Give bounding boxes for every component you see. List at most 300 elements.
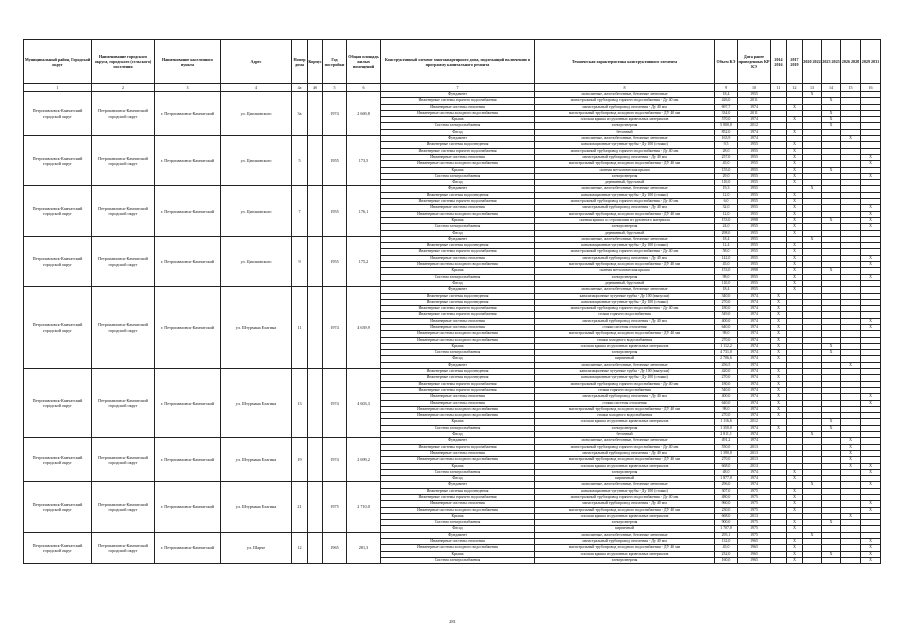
period-3-cell: X	[787, 262, 803, 268]
spec-cell: кирпичный	[535, 356, 715, 362]
locality-cell: г. Петропавловск-Камчатский	[155, 532, 221, 563]
header-settlement: Наименование городского округа, городского (сельского) поселения	[92, 40, 155, 84]
volume-cell: 697,7	[715, 104, 738, 110]
element-cell: Инженерные системы холодного водоснабжения	[381, 406, 535, 412]
spec-cell: скатная крыша со стропилами из рулонного материала	[535, 217, 715, 223]
element-cell: Система электроснабжения	[381, 469, 535, 475]
period-2-cell: X	[771, 337, 787, 343]
prev-repair-cell: 1974	[738, 482, 771, 488]
period-2-cell: X	[771, 387, 787, 393]
spec-cell: магистральный трубопровод холодного водоснабжения - ДУ 40 мм	[535, 507, 715, 513]
col-num: 8	[535, 84, 715, 92]
volume-cell: 9,5	[715, 142, 738, 148]
prev-repair-cell: 1974	[738, 375, 771, 381]
prev-repair-cell: 1974	[738, 129, 771, 135]
element-cell: Система электроснабжения	[381, 224, 535, 230]
period-3-cell: X	[787, 280, 803, 286]
header-row	[24, 40, 881, 84]
period-7-cell: X	[861, 501, 881, 507]
volume-cell: 58,0	[715, 249, 738, 255]
locality-cell: г. Петропавловск-Камчатский	[155, 287, 221, 369]
header-period-2: 2017 2019	[787, 40, 803, 84]
house-number-cell: 12	[292, 532, 308, 563]
col-num: 12	[787, 84, 803, 92]
spec-cell: стояки холодного водоснабжения	[535, 337, 715, 343]
element-cell: Фундамент	[381, 236, 535, 242]
period-7-cell: X	[861, 255, 881, 261]
prev-repair-cell: 2013	[738, 463, 771, 469]
table-row	[24, 532, 881, 538]
locality-cell: г. Петропавловск-Камчатский	[155, 438, 221, 482]
prev-repair-cell: 1955	[738, 92, 771, 98]
header-volume: Объем КЭ	[715, 40, 738, 84]
col-num: 1	[24, 84, 92, 92]
spec-cell: магистральный трубопровод отопления - Дy 40 мм	[535, 205, 715, 211]
volume-cell: 19,3	[715, 186, 738, 192]
volume-cell: 98,0	[715, 331, 738, 337]
prev-repair-cell: 1974	[738, 400, 771, 406]
prev-repair-cell: 1974	[738, 350, 771, 356]
element-cell: Инженерные системы водоотведения	[381, 488, 535, 494]
volume-cell: 153,0	[715, 217, 738, 223]
col-num: 13	[803, 84, 822, 92]
element-cell: Инженерные системы отопления	[381, 324, 535, 330]
prev-repair-cell: 1955	[738, 173, 771, 179]
period-5-cell: X	[822, 419, 841, 425]
spec-cell: магистральный трубопровод горячего водоснабжения - Дy 40 мм	[535, 495, 715, 501]
prev-repair-cell: 1955	[738, 211, 771, 217]
prev-repair-cell: 1975	[738, 520, 771, 526]
spec-cell: монолитные, железобетонные, бетонные ленточные	[535, 287, 715, 293]
volume-cell: 6,0	[715, 199, 738, 205]
col-num: 5	[323, 84, 347, 92]
address-cell: ул. Шарче	[221, 532, 292, 563]
period-5-cell: X	[822, 425, 841, 431]
spec-cell: деревянный, брусчатый	[535, 180, 715, 186]
volume-cell: 549,0	[715, 312, 738, 318]
period-6-cell: X	[841, 513, 861, 519]
locality-cell: г. Петропавловск-Камчатский	[155, 186, 221, 236]
volume-cell: 18,4	[715, 236, 738, 242]
locality-cell: г. Петропавловск-Камчатский	[155, 482, 221, 532]
spec-cell: магистральный трубопровод отопления - Дy 40 мм	[535, 450, 715, 456]
period-6-cell: X	[841, 450, 861, 456]
period-2-cell: X	[771, 306, 787, 312]
period-3-cell: X	[787, 142, 803, 148]
period-5-cell: X	[822, 110, 841, 116]
volume-cell: 160,0	[715, 557, 738, 563]
spec-cell: магистральный трубопровод холодного водоснабжения - ДУ 40 мм	[535, 406, 715, 412]
col-num: 16	[861, 84, 881, 92]
volume-cell: 1 390,0	[715, 450, 738, 456]
spec-cell: магистральный трубопровод холодного водоснабжения - ДУ 40 мм	[535, 545, 715, 551]
spec-cell: магистральный трубопровод горячего водоснабжения - Дy 40 мм	[535, 148, 715, 154]
spec-cell: магистральный трубопровод горячего водоснабжения - Дy 40 мм	[535, 444, 715, 450]
prev-repair-cell: 1974	[738, 387, 771, 393]
prev-repair-cell: 2011	[738, 98, 771, 104]
volume-cell: 1 116,6	[715, 419, 738, 425]
period-7-cell: X	[861, 394, 881, 400]
element-cell: Инженерные системы отопления	[381, 450, 535, 456]
col-num: 10	[738, 84, 771, 92]
table-row	[24, 186, 881, 192]
period-4-cell: X	[803, 236, 822, 242]
period-4-cell	[803, 557, 822, 563]
col-num: 4б	[308, 84, 323, 92]
spec-cell: плоская крыша из рулонных кровельных материалов	[535, 463, 715, 469]
spec-cell: электроэнергия	[535, 469, 715, 475]
prev-repair-cell: 1955	[738, 205, 771, 211]
volume-cell: 640,0	[715, 400, 738, 406]
volume-cell: 4 731,0	[715, 350, 738, 356]
period-7-cell: X	[861, 545, 881, 551]
corp-cell	[308, 136, 323, 186]
spec-cell: стояки системы отопления	[535, 400, 715, 406]
period-5-cell: X	[822, 350, 841, 356]
element-cell: Крыша	[381, 551, 535, 557]
volume-cell: 12,4	[715, 243, 738, 249]
spec-cell: магистральный трубопровод горячего водоснабжения - Дy 40 мм	[535, 249, 715, 255]
spec-cell: плоская крыша из рулонных кровельных материалов	[535, 419, 715, 425]
element-cell: Инженерные системы холодного водоснабжения	[381, 262, 535, 268]
corp-cell	[308, 92, 323, 136]
spec-cell: магистральный трубопровод холодного водоснабжения - ДУ 40 мм	[535, 262, 715, 268]
volume-cell: 400,0	[715, 394, 738, 400]
volume-cell: 153,0	[715, 268, 738, 274]
period-4-cell: X	[803, 532, 822, 538]
element-cell: Крыша	[381, 463, 535, 469]
prev-repair-cell: 1955	[738, 192, 771, 198]
volume-cell: 5 800,0	[715, 123, 738, 129]
prev-repair-cell: 1974	[738, 476, 771, 482]
address-cell: ул. Штурмана Елагина	[221, 287, 292, 369]
element-cell: Инженерные системы отопления	[381, 104, 535, 110]
district-cell: Петропавловск-Камчатский городской округ	[24, 287, 92, 369]
house-number-cell: 13	[292, 369, 308, 438]
element-cell: Система электроснабжения	[381, 350, 535, 356]
period-7-cell: X	[861, 217, 881, 223]
element-cell: Фундамент	[381, 482, 535, 488]
element-cell: Инженерные системы водоотведения	[381, 142, 535, 148]
prev-repair-cell: 1955	[738, 224, 771, 230]
spec-cell: канализационные чугунные трубы - Дy 100 (стояки)	[535, 243, 715, 249]
element-cell: Инженерные системы отопления	[381, 318, 535, 324]
volume-cell: 491,2	[715, 438, 738, 444]
prev-repair-cell: 1975	[738, 501, 771, 507]
year-built-cell: 1974	[323, 438, 347, 482]
prev-repair-cell: 1974	[738, 425, 771, 431]
period-7-cell: X	[861, 400, 881, 406]
spec-cell: канализационные чугунные трубы - Дy 100 (выпуски)	[535, 293, 715, 299]
period-3-cell: X	[787, 539, 803, 545]
prev-repair-cell: 1975	[738, 526, 771, 532]
spec-cell: магистральный трубопровод отопления - Дy 40 мм	[535, 255, 715, 261]
area-cell: 2 699,2	[347, 438, 381, 482]
element-cell: Инженерные системы отопления	[381, 501, 535, 507]
period-7-cell: X	[861, 173, 881, 179]
settlement-cell: Петропавловск-Камчатский городской округ	[92, 186, 155, 236]
prev-repair-cell: 1974	[738, 306, 771, 312]
period-6-cell: X	[841, 457, 861, 463]
element-cell: Инженерные системы горячего водоснабжения	[381, 312, 535, 318]
col-num: 14	[822, 84, 841, 92]
spec-cell: канализационные чугунные трубы - Дy 100 (стояки)	[535, 192, 715, 198]
spec-cell: деревянный, брусчатый	[535, 280, 715, 286]
prev-repair-cell: 2011	[738, 110, 771, 116]
period-3-cell: X	[787, 104, 803, 110]
address-cell: ул. Циолковского	[221, 236, 292, 286]
period-7-cell: X	[861, 211, 881, 217]
period-7-cell: X	[861, 224, 881, 230]
volume-cell: 426,0	[715, 98, 738, 104]
volume-cell: 1 350,0	[715, 425, 738, 431]
district-cell: Петропавловск-Камчатский городской округ	[24, 136, 92, 186]
year-built-cell: 1955	[323, 136, 347, 186]
column-number-row	[24, 84, 881, 92]
element-cell: Инженерные системы холодного водоснабжения	[381, 545, 535, 551]
volume-cell: 98,0	[715, 406, 738, 412]
element-cell: Крыша	[381, 513, 535, 519]
period-6-cell: X	[841, 444, 861, 450]
prev-repair-cell: 1974	[738, 369, 771, 375]
prev-repair-cell: 1975	[738, 495, 771, 501]
volume-cell: 180,0	[715, 306, 738, 312]
col-num: 3	[155, 84, 221, 92]
prev-repair-cell: 1974	[738, 299, 771, 305]
period-4-cell: X	[803, 92, 822, 98]
table-row	[24, 482, 881, 488]
period-2-cell: X	[771, 381, 787, 387]
element-cell: Крыша	[381, 217, 535, 223]
capital-repair-table-sheet	[23, 39, 880, 564]
table-row	[24, 438, 881, 444]
element-cell: Инженерные системы горячего водоснабжения	[381, 199, 535, 205]
header-period-1: 2014 2016	[771, 40, 787, 84]
prev-repair-cell: 1955	[738, 142, 771, 148]
volume-cell: 1 707,0	[715, 526, 738, 532]
spec-cell: скатная металлическая крыша	[535, 268, 715, 274]
volume-cell: 45,0	[715, 161, 738, 167]
spec-cell: стояки горячего водоснабжения	[535, 387, 715, 393]
house-number-cell: 11	[292, 287, 308, 369]
prev-repair-cell: 1965	[738, 557, 771, 563]
element-cell: Инженерные системы горячего водоснабжения	[381, 98, 535, 104]
address-cell: ул. Штурмана Елагина	[221, 482, 292, 532]
spec-cell: стояки холодного водоснабжения	[535, 413, 715, 419]
year-built-cell: 1965	[323, 532, 347, 563]
page-number: 281	[449, 619, 456, 624]
period-7-cell: X	[861, 262, 881, 268]
col-num: 15	[841, 84, 861, 92]
volume-cell: 163,9	[715, 136, 738, 142]
period-6-cell: X	[841, 463, 861, 469]
element-cell: Инженерные системы горячего водоснабжения	[381, 444, 535, 450]
spec-cell: магистральный трубопровод отопления - Дy 40 мм	[535, 539, 715, 545]
prev-repair-cell: 1975	[738, 488, 771, 494]
element-cell: Фундамент	[381, 362, 535, 368]
element-cell: Система электроснабжения	[381, 520, 535, 526]
settlement-cell: Петропавловск-Камчатский городской округ	[92, 369, 155, 438]
col-num: 7	[381, 84, 535, 92]
element-cell: Инженерные системы водоотведения	[381, 192, 535, 198]
spec-cell: магистральный трубопровод отопления - Дy 40 мм	[535, 318, 715, 324]
period-7-cell: X	[861, 318, 881, 324]
year-built-cell: 1974	[323, 287, 347, 369]
element-cell: Система электроснабжения	[381, 274, 535, 280]
period-5-cell: X	[822, 520, 841, 526]
volume-cell: 1 112,2	[715, 343, 738, 349]
capital-repair-table	[23, 39, 881, 564]
period-7-cell: X	[861, 161, 881, 167]
prev-repair-cell: 1955	[738, 199, 771, 205]
year-built-cell: 1955	[323, 236, 347, 286]
element-cell: Фасад	[381, 230, 535, 236]
spec-cell: магистральный трубопровод отопления - Дy 40 мм	[535, 154, 715, 160]
period-2-cell: X	[771, 312, 787, 318]
table-row	[24, 92, 881, 98]
prev-repair-cell: 1955	[738, 148, 771, 154]
spec-cell: магистральный трубопровод холодного водоснабжения - ДУ 40 мм	[535, 457, 715, 463]
volume-cell: 852,0	[715, 129, 738, 135]
district-cell: Петропавловск-Камчатский городской округ	[24, 369, 92, 438]
header-locality: Наименование населенного пункта	[155, 40, 221, 84]
spec-cell: электроэнергия	[535, 425, 715, 431]
volume-cell: 298,0	[715, 230, 738, 236]
period-3-cell: X	[787, 551, 803, 557]
header-house: Номер дома	[292, 40, 308, 84]
col-num: 6	[347, 84, 381, 92]
period-5-cell: X	[822, 551, 841, 557]
corp-cell	[308, 482, 323, 532]
spec-cell: электроэнергия	[535, 274, 715, 280]
settlement-cell: Петропавловск-Камчатский городской округ	[92, 438, 155, 482]
prev-repair-cell: 1975	[738, 507, 771, 513]
period-2-cell: X	[771, 350, 787, 356]
prev-repair-cell: 2012	[738, 123, 771, 129]
spec-cell: магистральный трубопровод горячего водоснабжения - Дy 40 мм	[535, 98, 715, 104]
house-number-cell: 9	[292, 236, 308, 286]
year-built-cell: 1975	[323, 482, 347, 532]
volume-cell: 32,0	[715, 205, 738, 211]
spec-cell: магистральный трубопровод отопления - Дy 40 мм	[535, 394, 715, 400]
prev-repair-cell: 1955	[738, 262, 771, 268]
volume-cell: 28,0	[715, 148, 738, 154]
prev-repair-cell: 2013	[738, 444, 771, 450]
spec-cell: монолитные, железобетонные, бетонные ленточные	[535, 532, 715, 538]
period-7-cell: X	[861, 463, 881, 469]
element-cell: Фасад	[381, 280, 535, 286]
table-row	[24, 287, 881, 293]
prev-repair-cell: 1955	[738, 236, 771, 242]
element-cell: Фасад	[381, 476, 535, 482]
spec-cell: магистральный трубопровод холодного водоснабжения - ДУ 40 мм	[535, 110, 715, 116]
prev-repair-cell: 1975	[738, 532, 771, 538]
element-cell: Инженерные системы отопления	[381, 539, 535, 545]
element-cell: Инженерные системы холодного водоснабжения	[381, 110, 535, 116]
period-3-cell: X	[787, 249, 803, 255]
period-3-cell: X	[787, 224, 803, 230]
corp-cell	[308, 236, 323, 286]
volume-cell: 295,1	[715, 532, 738, 538]
settlement-cell: Петропавловск-Камчатский городской округ	[92, 287, 155, 369]
col-num: 4а	[292, 84, 308, 92]
element-cell: Фасад	[381, 180, 535, 186]
prev-repair-cell: 2013	[738, 513, 771, 519]
settlement-cell: Петропавловск-Камчатский городской округ	[92, 92, 155, 136]
volume-cell: 570,0	[715, 117, 738, 123]
spec-cell: канализационные чугунные трубы - Дy 100 (стояки)	[535, 375, 715, 381]
period-2-cell: X	[771, 413, 787, 419]
element-cell: Фундамент	[381, 287, 535, 293]
spec-cell: кирпичный	[535, 526, 715, 532]
element-cell: Фасад	[381, 526, 535, 532]
spec-cell: электроэнергия	[535, 350, 715, 356]
prev-repair-cell: 1974	[738, 117, 771, 123]
header-district: Муниципальный район, Городской округ	[24, 40, 92, 84]
header-prev-repair: Дата ранее проведенных КР КЭ	[738, 40, 771, 84]
header-spec: Техническая характеристика конструктивного элемента	[535, 40, 715, 84]
period-3-cell: X	[787, 173, 803, 179]
element-cell: Инженерные системы отопления	[381, 205, 535, 211]
volume-cell: 2 706,6	[715, 356, 738, 362]
spec-cell: монолитные, железобетонные, бетонные ленточные	[535, 186, 715, 192]
element-cell: Система электроснабжения	[381, 173, 535, 179]
spec-cell: магистральный трубопровод горячего водоснабжения - Дy 40 мм	[535, 381, 715, 387]
col-num: 11	[771, 84, 787, 92]
period-4-cell: X	[803, 482, 822, 488]
header-period-5: 2026 2028	[841, 40, 861, 84]
volume-cell: 550,0	[715, 444, 738, 450]
spec-cell: магистральный трубопровод холодного водоснабжения - ДУ 40 мм	[535, 211, 715, 217]
header-period-6: 2029 2031	[861, 40, 881, 84]
settlement-cell: Петропавловск-Камчатский городской округ	[92, 136, 155, 186]
period-3-cell: X	[787, 154, 803, 160]
element-cell: Инженерные системы холодного водоснабжения	[381, 457, 535, 463]
prev-repair-cell: 1965	[738, 551, 771, 557]
spec-cell: магистральный трубопровод холодного водоснабжения - ДУ 40 мм	[535, 331, 715, 337]
period-3-cell: X	[787, 205, 803, 211]
house-number-cell: 3а	[292, 92, 308, 136]
period-5-cell: X	[822, 217, 841, 223]
volume-cell: 640,0	[715, 324, 738, 330]
corp-cell	[308, 287, 323, 369]
volume-cell: 900,0	[715, 520, 738, 526]
spec-cell: электроэнергия	[535, 173, 715, 179]
prev-repair-cell: 1974	[738, 136, 771, 142]
district-cell: Петропавловск-Камчатский городской округ	[24, 92, 92, 136]
prev-repair-cell: 1974	[738, 381, 771, 387]
element-cell: Инженерные системы холодного водоснабжения	[381, 507, 535, 513]
volume-cell: 110,0	[715, 180, 738, 186]
period-2-cell: X	[771, 375, 787, 381]
house-number-cell: 5	[292, 136, 308, 186]
period-2-cell: X	[771, 318, 787, 324]
volume-cell: 668,0	[715, 513, 738, 519]
year-built-cell: 1974	[323, 92, 347, 136]
prev-repair-cell: 1974	[738, 312, 771, 318]
spec-cell: плоская крыша из рулонных кровельных материалов	[535, 513, 715, 519]
spec-cell: бетонный	[535, 432, 715, 438]
volume-cell: 18,4	[715, 287, 738, 293]
volume-cell: 110,0	[715, 280, 738, 286]
volume-cell: 456,5	[715, 362, 738, 368]
volume-cell: 1 877,0	[715, 476, 738, 482]
period-7-cell: X	[861, 482, 881, 488]
element-cell: Система электроснабжения	[381, 123, 535, 129]
period-7-cell: X	[861, 551, 881, 557]
period-2-cell: X	[771, 369, 787, 375]
period-3-cell: X	[787, 469, 803, 475]
